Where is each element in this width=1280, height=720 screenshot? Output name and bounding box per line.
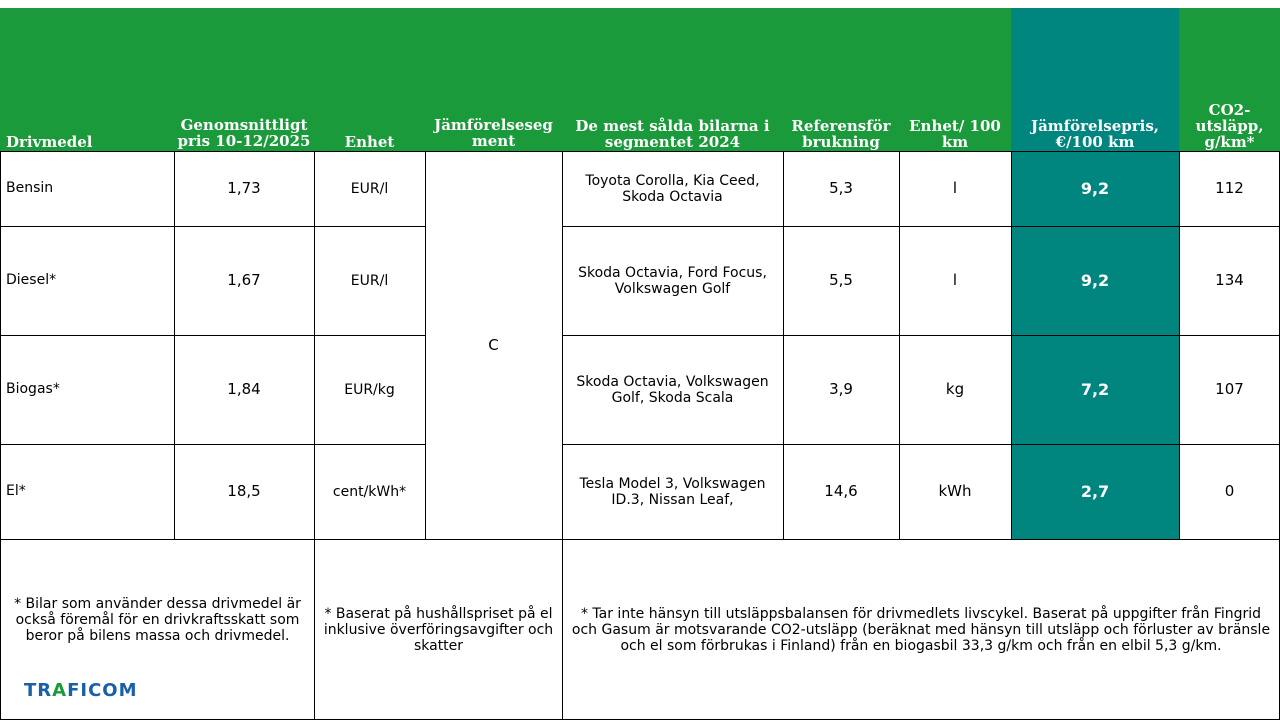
header-segment: Jämförelseseg ment (434, 116, 553, 150)
row-1-co2: 112 (1215, 179, 1244, 197)
header-unit-per-100km: Enhet/ 100 km (909, 117, 1001, 151)
header-top-cars: De mest sålda bilarna i segmentet 2024 (575, 117, 770, 151)
row-3-price: 1,84 (227, 380, 261, 398)
header-fuel: Drivmedel (6, 133, 93, 151)
row-3-compare-price: 7,2 (1011, 335, 1179, 444)
footnote-drive-tax: * Bilar som använder dessa drivmedel är också föremål för en drivkraftsskatt som beror på bilens massa och drivmedel. (14, 596, 301, 644)
traficom-logo (24, 680, 138, 701)
row-4-co2: 0 (1224, 482, 1235, 500)
header-unit: Enhet (344, 133, 395, 151)
row-3-unit: EUR/kg (344, 381, 395, 398)
row-1-fuel: Bensin (6, 180, 54, 196)
row-1-consumption: 5,3 (829, 179, 853, 197)
row-4-unit: cent/kWh* (332, 483, 407, 500)
row-4-compare-price: 2,7 (1011, 444, 1179, 539)
grid-line (1011, 151, 1012, 539)
row-2-fuel: Diesel* (6, 272, 57, 288)
grid-line (0, 444, 425, 445)
row-2-co2: 134 (1215, 271, 1244, 289)
header-compare-price: Jämförelsepris, €/100 km (1030, 117, 1160, 151)
row-2-consumption: 5,5 (829, 271, 853, 289)
grid-line (562, 226, 1280, 227)
grid-line (1179, 151, 1180, 539)
header-co2: CO2-utsläpp, g/km* (1195, 101, 1264, 151)
row-1-unit100: l (952, 179, 958, 197)
row-2-price: 1,67 (227, 271, 261, 289)
row-4-consumption: 14,6 (824, 482, 858, 500)
row-2-unit100: l (952, 271, 958, 289)
grid-line (174, 151, 175, 539)
header-reference-consumption: Referensför brukning (791, 117, 891, 151)
row-2-cars: Skoda Octavia, Ford Focus, Volkswagen Golf (578, 264, 767, 297)
grid-line (0, 226, 425, 227)
row-4-price: 18,5 (227, 482, 261, 500)
logo-accent-letter: A (52, 680, 68, 701)
row-4-fuel: El* (6, 483, 26, 499)
grid-line (0, 335, 425, 336)
logo-text-1: TR (24, 680, 53, 701)
row-4-unit100: kWh (938, 482, 972, 500)
row-3-consumption: 3,9 (829, 380, 853, 398)
row-3-co2: 107 (1215, 380, 1244, 398)
row-2-unit: EUR/l (350, 272, 389, 289)
row-1-cars: Toyota Corolla, Kia Ceed, Skoda Octavia (585, 172, 760, 205)
grid-line (899, 151, 900, 539)
grid-line (562, 444, 1280, 445)
grid-line (0, 151, 1280, 152)
grid-line (562, 335, 1280, 336)
logo-text-2: FICOM (67, 680, 138, 701)
header-avg-price: Genomsnittligt pris 10-12/2025 (177, 116, 311, 150)
row-3-fuel: Biogas* (6, 381, 60, 397)
footnote-electricity-price: * Baserat på hushållspriset på el inklusive överföringsavgifter och skatter (323, 606, 554, 654)
row-1-compare-price: 9,2 (1011, 151, 1179, 226)
grid-line (783, 151, 784, 539)
grid-line (425, 151, 426, 539)
segment-cell: C (488, 335, 499, 354)
row-3-unit100: kg (945, 380, 965, 398)
footnote-co2: * Tar inte hänsyn till utsläppsbalansen för drivmedlets livscykel. Baserat på uppgifter från Fingrid och Gasum är motsvarande CO2-utsläpp (beräknat med hänsyn till utsläpp och förluster av bränsle och el som förbrukas i Finland) från en biogasbil 33,3 g/km och från en elbil 5,3 g/km. (571, 606, 1271, 654)
row-2-compare-price: 9,2 (1011, 226, 1179, 335)
row-3-cars: Skoda Octavia, Volkswagen Golf, Skoda Scala (576, 373, 769, 406)
row-4-cars: Tesla Model 3, Volkswagen ID.3, Nissan Leaf, (579, 475, 766, 508)
row-1-price: 1,73 (227, 179, 261, 197)
row-1-unit: EUR/l (350, 180, 389, 197)
